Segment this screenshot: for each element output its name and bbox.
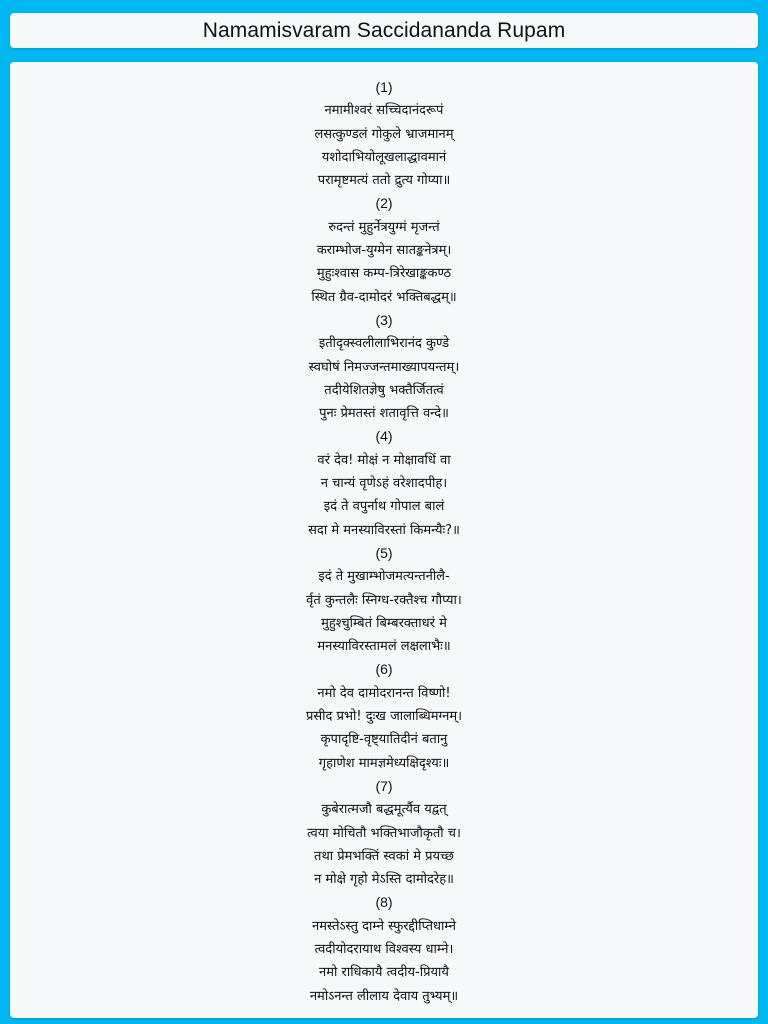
verse-line: र्वृतं कुन्तलैः स्निग्ध-रक्तैश्च गौप्या। (306, 592, 462, 608)
verse-number: (3) (375, 311, 393, 328)
page-title: Namamisvaram Saccidananda Rupam (202, 18, 566, 42)
verse-block (10, 658, 758, 774)
verse-block (10, 891, 758, 1007)
verse-line: नमस्तेऽस्तु दाम्ने स्फुरद्दीप्तिधाम्ने (312, 918, 456, 934)
verse-number: (8) (375, 894, 393, 911)
verse-line: कृपादृष्टि-वृष्ट्यातिदीनं बतानु (320, 732, 448, 748)
verse-line: कराम्भोज-युग्मेन सातङ्कनेत्रम्। (316, 243, 452, 259)
verse-line: त्वया मोचितौ भक्तिभाजौकृतौ च। (307, 825, 461, 841)
verse-line: इदं ते मुखाम्भोजमत्यन्तनीलै- (318, 569, 450, 585)
verse-line: तदीयेशितज्ञेषु भक्तैर्जितत्वं (324, 382, 444, 398)
verse-line: न मोक्षे गृहो मेऽस्ति दामोदरेह॥ (314, 872, 454, 888)
verse-number: (2) (375, 195, 393, 212)
lyrics-panel[interactable] (10, 62, 758, 1018)
verse-line: लसत्कुण्डलं गोकुले भ्राजमानम् (314, 126, 454, 142)
verse-line: नमो देव दामोदरानन्त विष्णो! (317, 685, 451, 701)
verse-line: मुहुःश्वास कम्प-त्रिरेखाङ्ककण्ठ (316, 266, 452, 282)
verse-block (10, 425, 758, 541)
verse-line: स्थित ग्रैव-दामोदरं भक्तिबद्धम्॥ (311, 289, 457, 305)
verse-block (10, 76, 758, 192)
lyrics-list (10, 76, 758, 1008)
verse-line: त्वदीयोदरायाथ विश्वस्य धाम्ने। (314, 941, 454, 957)
verse-block (10, 192, 758, 308)
verse-number: (7) (375, 777, 393, 794)
verse-line: न चान्यं वृणेऽहं वरेशादपीह। (320, 476, 448, 492)
verse-line: मुहुश्चुम्बितं बिम्बरक्ताधरं मे (321, 615, 447, 631)
verse-number: (1) (375, 79, 393, 95)
verse-line: वरं देव! मोक्षं न मोक्षावधिं वा (317, 452, 451, 468)
verse-line: सदा मे मनस्याविरस्तां किमन्यैः?॥ (308, 522, 460, 538)
title-bar (10, 13, 758, 48)
verse-line: कुबेरात्मजौ बद्धमूर्त्यैव यद्वत् (321, 802, 447, 818)
verse-line: नमामीश्वरं सच्चिदानंदरूपं (324, 103, 444, 119)
verse-number: (6) (375, 661, 393, 678)
verse-line: इदं ते वपुर्नाथ गोपाल बालं (323, 499, 445, 515)
verse-line: मनस्याविरस्तामलं लक्षलाभैः॥ (317, 639, 451, 655)
verse-line: यशोदाभियोलूखलाद्धावमानं (321, 149, 447, 165)
verse-number: (4) (375, 428, 393, 445)
verse-line: रुदन्तं मुहुर्नेत्रयुग्मं मृजन्तं (328, 219, 440, 235)
verse-block (10, 309, 758, 425)
verse-block (10, 542, 758, 658)
verse-line: नमोऽनन्त लीलाय देवाय तुभ्यम्॥ (309, 988, 459, 1004)
verse-line: नमो राधिकायै त्वदीय-प्रियायै (319, 965, 449, 981)
verse-line: गृहाणेश मामज्ञमेध्यक्षिदृश्यः॥ (318, 755, 450, 771)
verse-line: पुनः प्रेमतस्तं शतावृत्ति वन्दे॥ (319, 406, 449, 422)
verse-line: प्रसीद प्रभो! दुःख जालाब्धिमग्नम्। (305, 709, 463, 725)
verse-line: परामृष्टमत्यं ततो द्रुत्य गोप्या॥ (317, 173, 451, 189)
verse-number: (5) (375, 544, 393, 561)
verse-block (10, 775, 758, 891)
verse-line: तथा प्रेमभक्तिं स्वकां मे प्रयच्छ (314, 848, 454, 864)
verse-line: स्वघोषं निमज्जन्तमाख्यापयन्तम्। (308, 359, 460, 375)
verse-line: इतीदृक्स्वलीलाभिरानंद कुण्डे (318, 336, 450, 352)
